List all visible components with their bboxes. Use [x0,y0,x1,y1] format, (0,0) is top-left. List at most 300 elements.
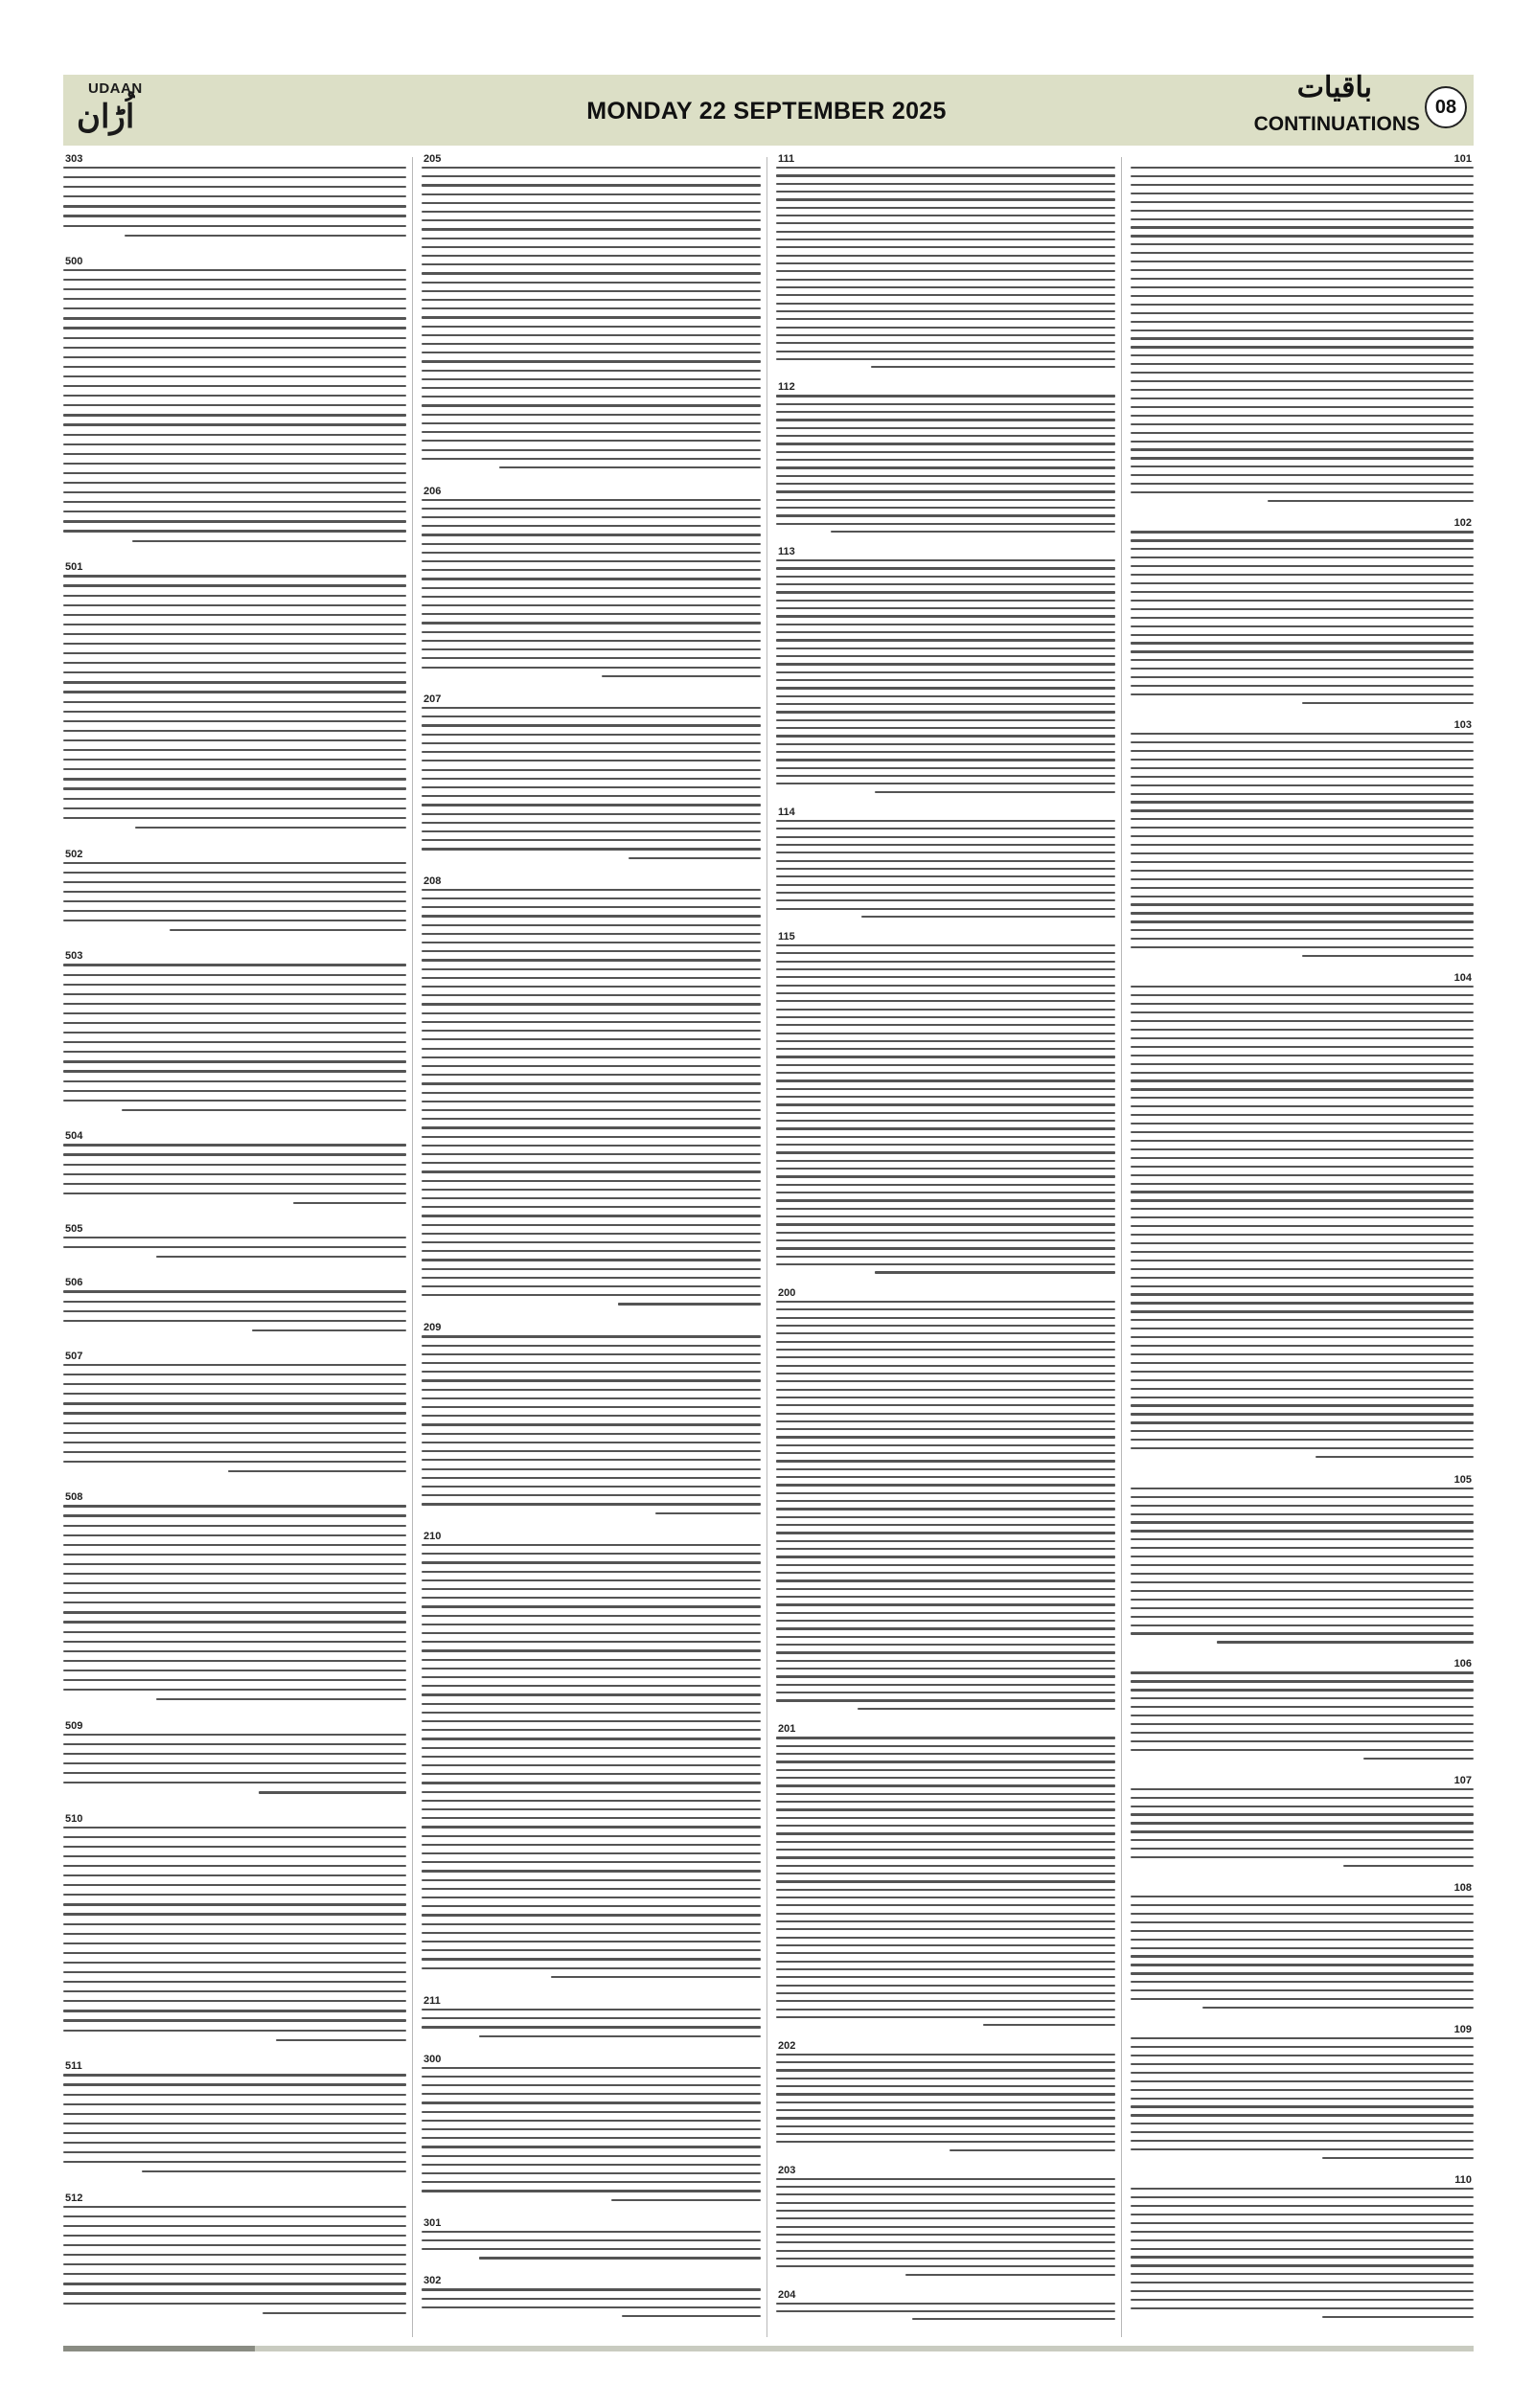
text-line [776,2226,1115,2228]
text-line [776,1745,1115,1747]
text-line [63,1734,406,1736]
text-line [142,2170,406,2172]
text-line [1131,2188,1474,2190]
text-line [170,929,406,931]
text-line [776,1223,1115,1225]
text-line [611,2199,761,2201]
text-line [776,884,1115,886]
story-210 [422,1531,761,1988]
text-line [63,307,406,309]
story-body-text [63,1734,406,1806]
text-line [1131,929,1474,931]
text-line [1131,759,1474,761]
text-line [1131,2098,1474,2100]
text-line [63,1782,406,1783]
text-line [776,286,1115,288]
text-line [63,1032,406,1034]
text-line [1131,1607,1474,1609]
story-303 [63,153,406,248]
text-line [776,1120,1115,1122]
text-line [776,828,1115,829]
text-line [63,1383,406,1385]
text-line [1131,693,1474,695]
story-number: 115 [778,930,795,943]
text-line [1131,668,1474,670]
text-line [551,1976,761,1978]
text-line [776,1952,1115,1954]
text-line [63,1514,406,1516]
story-108 [1131,1882,1474,2017]
text-line [63,817,406,819]
text-line [1131,2196,1474,2198]
text-line [63,1090,406,1092]
text-line [422,1397,761,1399]
text-line [63,482,406,484]
text-line [422,1379,761,1381]
text-line [422,1668,761,1670]
story-body-text [1131,1488,1474,1652]
text-line [422,795,761,797]
text-line [1131,380,1474,382]
text-line [1131,1797,1474,1799]
text-line [422,1415,761,1417]
story-number: 210 [423,1530,442,1542]
story-201 [776,1723,1115,2033]
text-line [422,1888,761,1890]
text-line [63,575,406,577]
text-line [422,414,761,416]
text-line [1131,1921,1474,1923]
text-line [135,827,406,829]
text-line [618,1303,761,1305]
story-504 [63,1130,406,1215]
text-line [1131,650,1474,652]
text-line [422,1277,761,1279]
text-line [422,1180,761,1182]
text-line [422,724,761,726]
text-line [776,1904,1115,1906]
text-line [422,2231,761,2233]
text-line [63,1743,406,1745]
story-body-text [422,889,761,1316]
text-line [63,1183,406,1185]
text-line [422,742,761,744]
text-line [422,2306,761,2308]
text-line [776,1564,1115,1566]
text-line [1131,1972,1474,1974]
text-line [63,414,406,416]
text-line [422,343,761,345]
column-3 [422,153,761,2337]
story-104 [1131,972,1474,1467]
text-line [776,262,1115,264]
column-4 [63,153,406,2337]
edition-date: MONDAY 22 SEPTEMBER 2025 [586,98,947,125]
text-line [1131,1260,1474,1261]
text-line [422,552,761,554]
text-line [422,1571,761,1573]
text-line [1131,1590,1474,1592]
text-line [1131,1011,1474,1013]
text-line [63,1393,406,1395]
text-line [422,1065,761,1067]
text-line [422,1170,761,1172]
text-line [422,2101,761,2103]
text-line [1217,1641,1475,1643]
text-line [1131,617,1474,619]
text-line [1131,2299,1474,2301]
text-line [1131,1362,1474,1364]
text-line [63,2132,406,2134]
text-line [776,1832,1115,1834]
story-113 [776,546,1115,800]
text-line [776,270,1115,272]
text-line [875,1271,1115,1273]
text-line [63,375,406,377]
text-line [776,1000,1115,1002]
text-line [422,1703,761,1705]
text-line [63,643,406,645]
story-number: 500 [65,255,83,267]
story-number: 103 [1453,719,1472,732]
text-line [1131,474,1474,476]
text-line [63,1060,406,1062]
text-line [422,1870,761,1872]
text-line [1131,226,1474,228]
text-line [422,751,761,753]
story-body-text [1131,733,1474,965]
text-line [776,2000,1115,2002]
text-line [776,1096,1115,1098]
text-line [1131,870,1474,872]
text-line [776,607,1115,609]
story-502 [63,849,406,943]
text-line [1131,1556,1474,1557]
text-line [1131,659,1474,661]
text-line [1131,557,1474,558]
text-line [1131,1148,1474,1150]
text-line [776,1897,1115,1898]
text-line [63,974,406,976]
text-line [422,1914,761,1916]
text-line [63,2235,406,2237]
column-1 [1131,153,1474,2337]
text-line [776,583,1115,585]
text-line [422,290,761,292]
text-line [422,760,761,761]
story-211 [422,1995,761,2046]
text-line [63,225,406,227]
text-line [63,1461,406,1463]
text-line [776,1308,1115,1310]
text-line [63,1563,406,1565]
text-line [776,2054,1115,2056]
text-line [776,2133,1115,2135]
text-line [1131,1131,1474,1133]
story-number: 109 [1453,2024,1472,2036]
text-line [776,576,1115,578]
text-line [63,463,406,465]
story-number: 110 [1454,2174,1472,2187]
text-line [422,2093,761,2095]
text-line [63,269,406,271]
text-line [422,1459,761,1461]
text-line [776,1692,1115,1693]
text-line [422,2288,761,2290]
story-500 [63,256,406,555]
text-line [1131,1371,1474,1373]
text-line [1131,1404,1474,1406]
text-line [776,1256,1115,1258]
text-line [776,1048,1115,1050]
text-line [858,1708,1115,1710]
text-line [776,1349,1115,1351]
text-line [422,769,761,771]
text-line [63,662,406,664]
text-line [776,1985,1115,1987]
text-line [422,1012,761,1014]
text-line [63,1237,406,1238]
text-line [1131,1208,1474,1210]
text-line [259,1791,406,1793]
text-line [422,431,761,433]
text-line [63,910,406,912]
text-line [293,1202,406,1204]
text-line [422,2190,761,2192]
text-line [1131,741,1474,743]
story-209 [422,1322,761,1523]
text-line [1131,1003,1474,1005]
text-line [1131,2264,1474,2266]
text-line [776,395,1115,397]
story-110 [1131,2174,1474,2327]
text-line [776,2202,1115,2204]
story-103 [1131,719,1474,965]
text-line [776,1596,1115,1598]
text-line [1131,1723,1474,1725]
story-number: 101 [1453,153,1472,165]
text-line [132,540,406,542]
text-line [776,1460,1115,1462]
text-line [63,2273,406,2275]
text-line [422,1817,761,1819]
text-line [63,2283,406,2284]
text-line [776,1127,1115,1129]
text-line [63,2019,406,2021]
text-line [422,228,761,230]
text-line [422,1048,761,1050]
story-511 [63,2060,406,2184]
text-line [776,1784,1115,1786]
text-line [422,968,761,970]
text-line [63,347,406,349]
text-line [1131,582,1474,584]
story-body-text [63,964,406,1123]
text-line [63,1573,406,1575]
section-title-english: CONTINUATIONS [1253,113,1420,135]
story-body-text [63,1827,406,2054]
text-line [1131,2072,1474,2074]
text-line [422,657,761,659]
text-line [263,2312,406,2314]
text-line [422,1126,761,1128]
story-503 [63,950,406,1123]
text-line [1131,321,1474,323]
text-line [776,2093,1115,2095]
text-line [776,567,1115,569]
text-line [1131,278,1474,280]
story-body-text [1131,1671,1474,1767]
text-line [63,584,406,586]
text-line [1131,1277,1474,1279]
text-line [1131,457,1474,459]
text-line [776,1317,1115,1319]
text-line [1131,903,1474,905]
text-line [63,1022,406,1024]
text-line [1131,193,1474,194]
text-line [776,246,1115,248]
text-line [422,1082,761,1084]
text-line [422,378,761,380]
text-line [1131,946,1474,948]
text-line [1131,1573,1474,1575]
text-line [1131,2140,1474,2142]
story-203 [776,2165,1115,2283]
text-line [63,1554,406,1556]
text-line [63,1641,406,1643]
text-line [422,1897,761,1898]
text-line [63,511,406,512]
text-line [776,459,1115,461]
text-line [776,875,1115,877]
text-line [1131,1830,1474,1832]
text-line [776,1239,1115,1241]
text-line [776,2117,1115,2119]
text-line [63,1762,406,1764]
text-line [1131,1939,1474,1941]
text-line [1131,852,1474,854]
text-line [1131,938,1474,940]
story-509 [63,1720,406,1806]
text-line [776,591,1115,593]
text-line [1131,809,1474,811]
text-line [776,1468,1115,1470]
story-200 [776,1287,1115,1717]
text-line [1131,793,1474,795]
text-line [629,857,761,859]
story-number: 112 [778,381,795,394]
text-line [422,716,761,717]
text-line [63,434,406,436]
text-line [422,2137,761,2139]
text-line [1131,2037,1474,2039]
text-line [422,950,761,952]
text-line [63,1080,406,1082]
story-body-text [776,2178,1115,2283]
text-line [63,595,406,597]
text-line [63,1070,406,1072]
story-number: 501 [65,561,83,574]
text-line [422,326,761,328]
text-line [776,1675,1115,1677]
story-number: 510 [65,1812,83,1825]
story-number: 508 [65,1491,83,1504]
text-line [1131,1624,1474,1626]
text-line [1131,2123,1474,2124]
text-line [422,1861,761,1863]
text-line [63,167,406,169]
text-line [776,952,1115,954]
text-line [776,1944,1115,1946]
text-line [252,1329,406,1331]
text-line [63,1505,406,1507]
text-line [156,1698,406,1700]
story-body-text [1131,531,1474,713]
text-line [63,984,406,986]
text-line [422,631,761,633]
text-line [776,976,1115,978]
text-line [422,1268,761,1270]
text-line [776,1492,1115,1494]
text-line [776,327,1115,329]
text-line [422,1844,761,1846]
story-number: 106 [1453,1658,1472,1670]
text-line [1131,1310,1474,1312]
text-line [63,337,406,339]
text-line [422,1641,761,1643]
text-line [1131,878,1474,880]
text-line [63,1051,406,1053]
footer-rule [63,2346,1474,2351]
text-line [63,759,406,761]
text-line [1131,466,1474,467]
story-102 [1131,517,1474,713]
text-line [776,1572,1115,1574]
text-line [1131,1225,1474,1227]
text-line [776,1103,1115,1105]
text-line [63,1981,406,1983]
text-line [63,920,406,921]
text-line [776,1444,1115,1446]
text-line [63,327,406,329]
text-line [776,1413,1115,1415]
text-line [1131,2273,1474,2275]
text-line [63,501,406,503]
text-line [1131,346,1474,348]
text-line [983,2024,1115,2026]
story-body-text [422,1335,761,1523]
text-line [1131,372,1474,374]
text-line [1131,2256,1474,2258]
text-line [776,1579,1115,1581]
text-line [1131,1732,1474,1734]
text-line [63,1903,406,1905]
text-line [1131,861,1474,863]
text-line [63,1012,406,1014]
story-body-text [776,820,1115,925]
text-line [776,1540,1115,1542]
text-line [422,1423,761,1425]
text-line [1131,1904,1474,1906]
text-line [422,1693,761,1695]
text-line [1131,1896,1474,1897]
text-line [776,1192,1115,1193]
text-line [1131,1319,1474,1321]
text-line [776,207,1115,209]
text-line [63,1689,406,1691]
story-body-text [422,2009,761,2046]
text-line [422,1624,761,1625]
